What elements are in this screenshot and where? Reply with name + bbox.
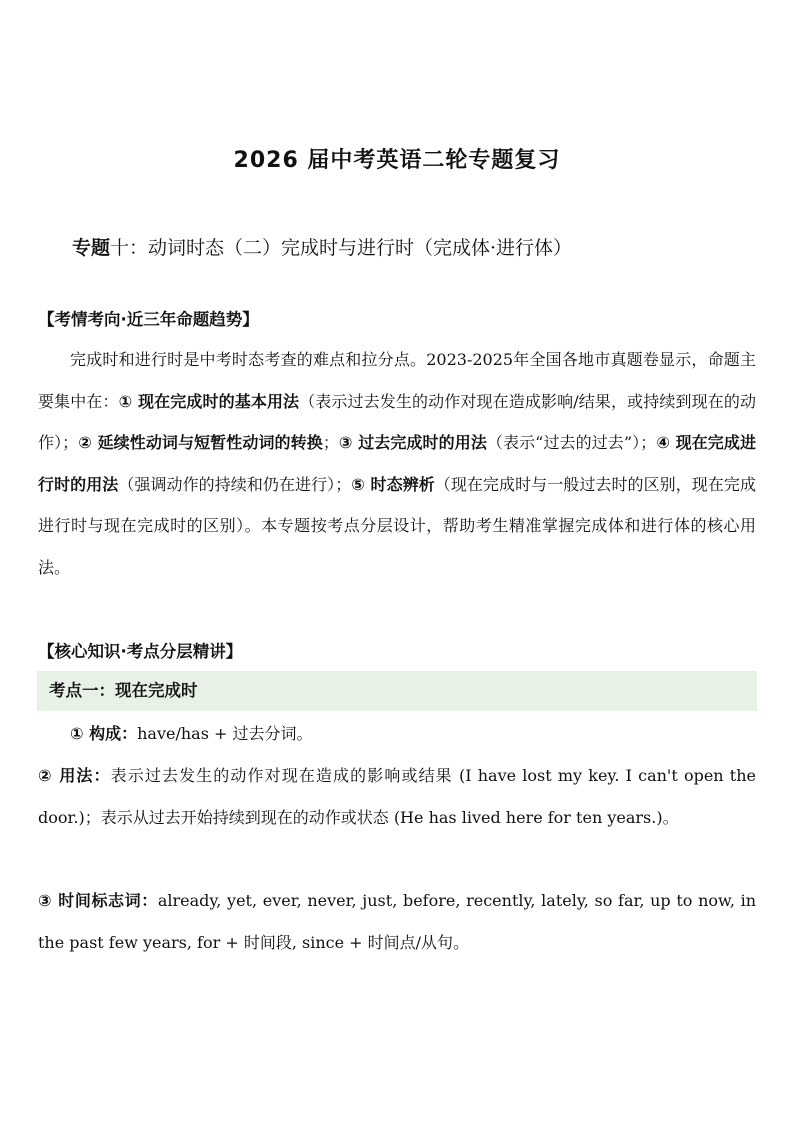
- point-title-bar: 考点一：现在完成时: [37, 671, 757, 711]
- trends-text-5: （强调动作的持续和仍在进行）；: [118, 474, 352, 494]
- trends-point-3: ③ 过去完成时的用法: [338, 433, 487, 452]
- item-usage-label: ② 用法：: [38, 766, 111, 785]
- section-heading-knowledge: 【核心知识·考点分层精讲】: [38, 642, 243, 661]
- trends-text-3: ；: [322, 433, 339, 452]
- trends-paragraph: [38, 339, 756, 588]
- trends-point-2: ② 延续性动词与短暂性动词的转换: [78, 433, 323, 452]
- item-time-markers-text: already, yet, ever, never, just, before, recently, lately, so far, up to now, in the past few years, for + 时间段, since + 时间点/从句。: [38, 891, 756, 952]
- trends-text-4: （表示“过去的过去”）；: [486, 433, 657, 452]
- trends-text-1: 完成时和进行时是中考时态考查的难点和拉分点。2023-2025年全国各地市真题卷显示，命题主要集中在：: [38, 350, 756, 411]
- subtitle-lead: 专题: [72, 237, 111, 259]
- topic-subtitle: [72, 233, 772, 260]
- trends-point-5: ⑤ 时态辨析: [351, 474, 435, 494]
- item-structure-label: ① 构成：: [70, 724, 138, 743]
- trends-point-1: ① 现在完成时的基本用法: [118, 391, 300, 411]
- trends-point-4: ④ 现在完成进行时的用法: [38, 433, 756, 494]
- item-usage: [38, 755, 756, 838]
- trends-text-2: （表示过去发生的动作对现在造成影响/结果，或持续到现在的动作）；: [38, 391, 756, 452]
- item-structure: [38, 713, 756, 755]
- document-title: 2026 届中考英语二轮专题复习: [233, 148, 561, 173]
- item-usage-text: 表示过去发生的动作对现在造成的影响或结果 (I have lost my key. I can't open the door.)；表示从过去开始持续到现在的动作或状态 (He has lived here for ten years.)。: [38, 766, 756, 827]
- item-time-markers-label: ③ 时间标志词：: [38, 891, 158, 910]
- subtitle-text: 十：动词时态（二）完成时与进行时（完成体·进行体）: [110, 237, 573, 259]
- trends-text-6: （现在完成时与一般过去时的区别，现在完成进行时与现在完成时的区别）。本专题按考点分层设计，帮助考生精准掌握完成体和进行体的核心用法。: [38, 474, 756, 577]
- section-heading-trends: 【考情考向·近三年命题趋势】: [38, 310, 259, 329]
- item-structure-text: have/has + 过去分词。: [137, 724, 313, 743]
- item-time-markers: [38, 880, 756, 963]
